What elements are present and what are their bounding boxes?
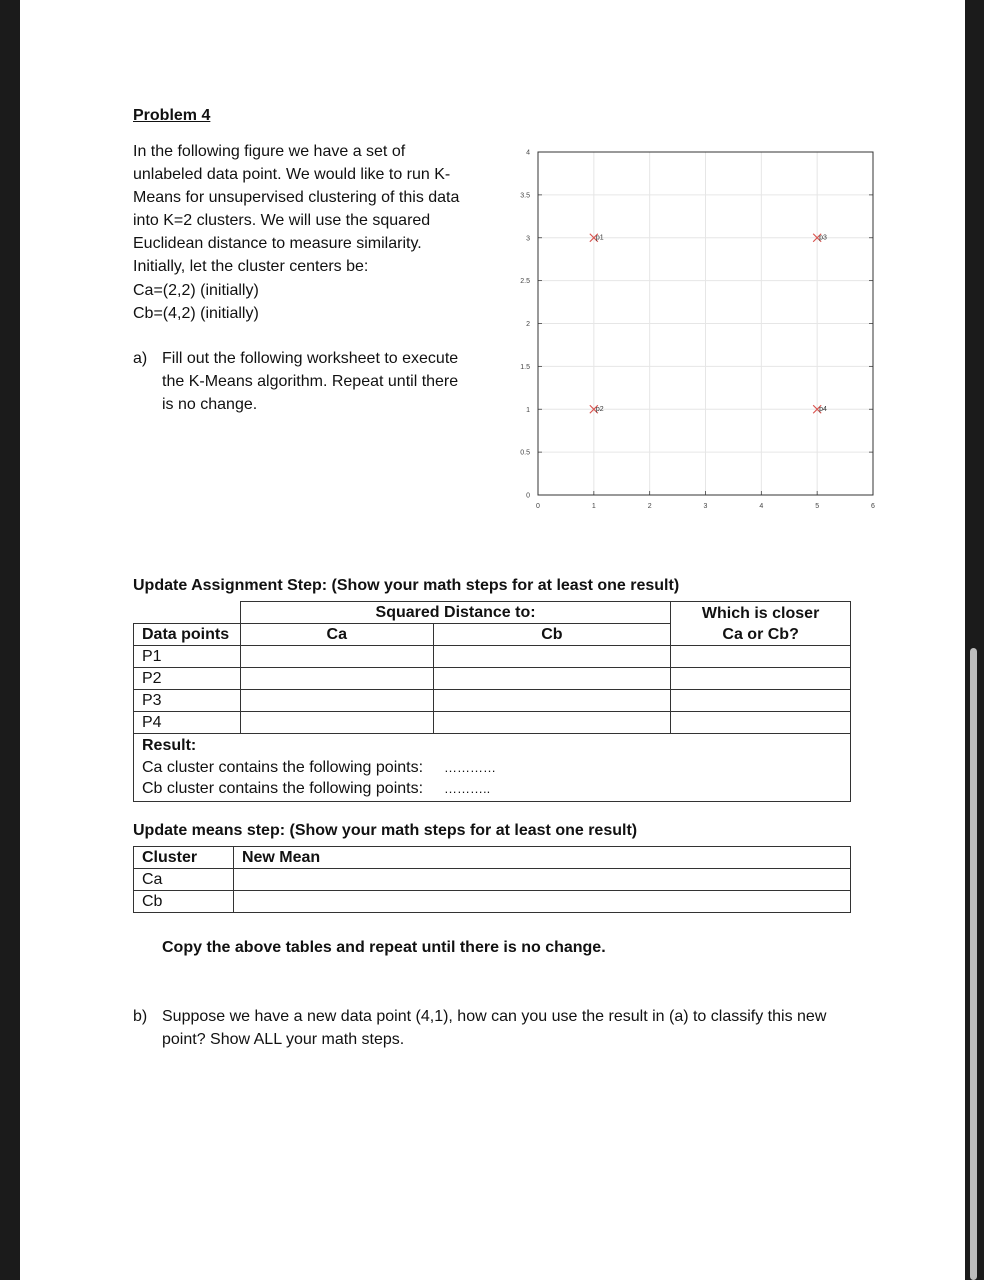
ca-distance-cell[interactable] [240, 690, 433, 712]
ca-result-dots: ………… [443, 759, 496, 775]
point-label: P3 [134, 690, 241, 712]
table-header-row [134, 847, 851, 869]
y-tick-label: 0.5 [520, 449, 530, 457]
point-label-p3: p3 [819, 234, 827, 242]
part-b-line: Suppose we have a new data point (4,1), how can you use the result in (a) to classify this new [162, 1008, 827, 1025]
point-label: P4 [134, 712, 241, 734]
x-tick-label: 5 [815, 503, 820, 510]
document-page [20, 0, 965, 1280]
table-row [134, 869, 851, 891]
part-a-text [162, 347, 458, 416]
part-b-line: point? Show ALL your math steps. [162, 1031, 405, 1048]
data-points-header: Data points [134, 624, 241, 646]
x-tick-label: 1 [591, 503, 596, 510]
table-row [134, 668, 851, 690]
cb-result-line [142, 778, 850, 800]
closer-cell[interactable] [671, 712, 851, 734]
y-tick-label: 2.5 [520, 278, 530, 286]
x-tick-label: 0 [536, 503, 540, 510]
closer-header [671, 602, 851, 646]
copy-instruction: Copy the above tables and repeat until there is no change. [162, 939, 606, 956]
x-tick-label: 4 [759, 503, 764, 510]
closer-cell[interactable] [671, 646, 851, 668]
squared-distance-header: Squared Distance to: [240, 602, 670, 624]
table-header-row [134, 602, 851, 624]
ca-header: Ca [240, 624, 433, 646]
table-row [134, 690, 851, 712]
closer-header-line: Which is closer [701, 604, 820, 622]
y-tick-label: 0 [526, 492, 530, 500]
cb-distance-cell[interactable] [433, 646, 671, 668]
cb-distance-cell[interactable] [433, 668, 671, 690]
ca-distance-cell[interactable] [240, 646, 433, 668]
intro-line: Euclidean distance to measure similarity. [133, 235, 422, 253]
y-tick-label: 3 [526, 235, 530, 243]
cb-header: Cb [433, 624, 671, 646]
y-tick-label: 1 [526, 406, 530, 414]
cb-result-text: Cb cluster contains the following points: [142, 780, 424, 797]
means-heading: Update means step: (Show your math steps for at least one result) [133, 822, 638, 839]
x-tick-label: 2 [647, 503, 652, 510]
blank-corner-cell [134, 602, 241, 624]
intro-line: unlabeled data point. We would like to run K- [133, 166, 451, 184]
new-mean-cell[interactable] [233, 869, 850, 891]
part-b-text [162, 1005, 826, 1051]
cluster-header: Cluster [134, 847, 234, 869]
y-tick-label: 3.5 [520, 192, 530, 200]
closer-cell[interactable] [671, 668, 851, 690]
means-table [133, 846, 851, 913]
table-row [134, 712, 851, 734]
scatter-chart [490, 140, 875, 515]
part-a-line: the K-Means algorithm. Repeat until there [162, 373, 459, 391]
x-tick-label: 6 [871, 503, 875, 510]
part-a-marker: a) [133, 350, 148, 367]
result-label: Result: [142, 737, 197, 754]
ca-distance-cell[interactable] [240, 668, 433, 690]
y-tick-label: 4 [526, 149, 530, 157]
table-row [134, 646, 851, 668]
cb-result-dots: ……….. [443, 781, 491, 796]
point-label: P2 [134, 668, 241, 690]
cluster-label: Ca [134, 869, 234, 891]
problem-intro [133, 140, 459, 325]
new-mean-header: New Mean [233, 847, 850, 869]
cb-distance-cell[interactable] [433, 690, 671, 712]
cb-distance-cell[interactable] [433, 712, 671, 734]
assignment-table [133, 601, 851, 802]
cluster-label: Cb [134, 891, 234, 913]
new-mean-cell[interactable] [233, 891, 850, 913]
y-tick-label: 2 [526, 321, 530, 328]
ca-distance-cell[interactable] [240, 712, 433, 734]
intro-line: Cb=(4,2) (initially) [133, 304, 259, 322]
part-a-line: is no change. [162, 396, 258, 414]
problem-title: Problem 4 [133, 107, 211, 124]
assignment-heading: Update Assignment Step: (Show your math steps for at least one result) [133, 577, 680, 594]
result-cell[interactable] [134, 734, 851, 802]
ca-result-line [142, 757, 850, 779]
closer-header-line: Ca or Cb? [722, 625, 799, 643]
point-label-p2: p2 [595, 405, 604, 413]
point-label: P1 [134, 646, 241, 668]
point-label-p1: p1 [595, 234, 604, 242]
closer-cell[interactable] [671, 690, 851, 712]
intro-line: Means for unsupervised clustering of this data [133, 189, 460, 207]
intro-line: In the following figure we have a set of [133, 143, 406, 160]
result-row [134, 734, 851, 802]
intro-line: into K=2 clusters. We will use the squared [133, 212, 431, 230]
intro-line: Ca=(2,2) (initially) [133, 281, 259, 299]
y-tick-label: 1.5 [520, 363, 530, 371]
ca-result-text: Ca cluster contains the following points: [142, 758, 424, 776]
scrollbar-thumb[interactable] [970, 648, 977, 1280]
intro-line: Initially, let the cluster centers be: [133, 258, 369, 276]
part-a-line: Fill out the following worksheet to execute [162, 350, 459, 367]
part-b-marker: b) [133, 1008, 148, 1025]
x-tick-label: 3 [703, 503, 708, 510]
point-label-p4: p4 [819, 405, 827, 413]
table-row [134, 891, 851, 913]
